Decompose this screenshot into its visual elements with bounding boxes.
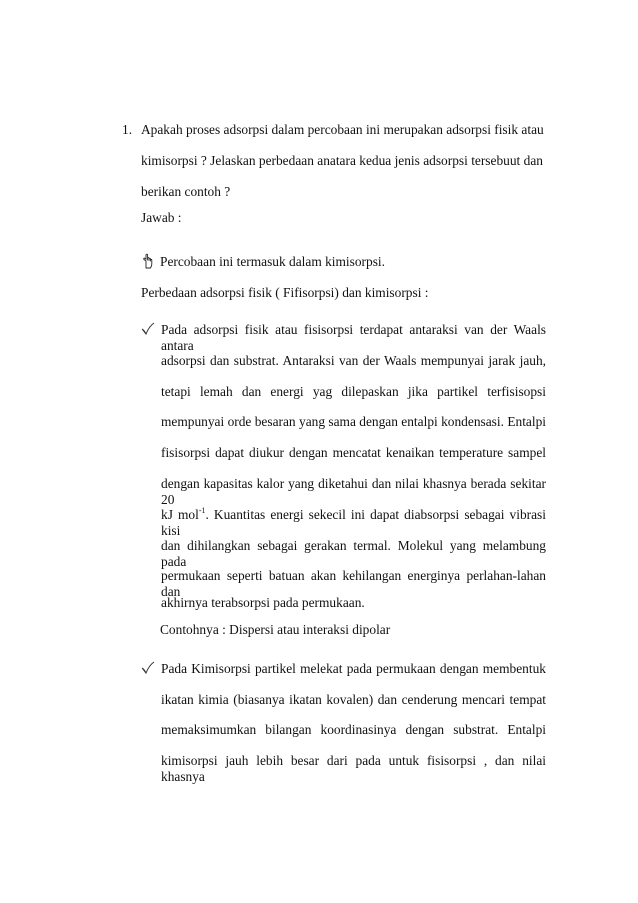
physisorption-example: Contohnya : Dispersi atau interaksi dipolar <box>160 622 391 637</box>
chemisorption-line-3: memaksimumkan bilangan koordinasinya dengan substrat. Entalpi <box>161 722 546 737</box>
unit-line-rest: . Kuantitas energi sekecil ini dapat diabsorpsi sebagai vibrasi kisi <box>161 507 546 538</box>
physisorption-line-10: akhirnya terabsorpsi pada permukaan. <box>161 595 365 610</box>
physisorption-line-2: adsorpsi dan substrat. Antaraksi van der Waals mempunyai jarak jauh, <box>161 353 546 368</box>
physisorption-line-3: tetapi lemah dan energi yag dilepaskan jika partikel terfisisopsi <box>161 384 546 399</box>
difference-heading: Perbedaan adsorpsi fisik ( Fifisorpsi) dan kimisorpsi : <box>141 285 429 300</box>
checkmark-icon <box>141 660 155 676</box>
pointing-hand-icon <box>141 253 155 269</box>
physisorption-line-4: mempunyai orde besaran yang sama dengan entalpi kondensasi. Entalpi <box>161 414 546 429</box>
question-number: 1. <box>122 122 133 137</box>
chemisorption-line-2: ikatan kimia (biasanya ikatan kovalen) dan cenderung mencari tempat <box>161 692 546 707</box>
physisorption-line-8: dan dihilangkan sebagai gerakan termal. Molekul yang melambung pada <box>161 538 546 569</box>
physisorption-line-9: permukaan seperti batuan akan kehilangan energinya perlahan-lahan dan <box>161 568 546 599</box>
chemisorption-line-1: Pada Kimisorpsi partikel melekat pada permukaan dengan membentuk <box>161 661 546 676</box>
unit-superscript: -1 <box>198 507 206 515</box>
unit-prefix: kJ mol <box>161 507 199 522</box>
question-line-3: berikan contoh ? <box>141 184 231 199</box>
physisorption-line-5: fisisorpsi dapat diukur dengan mencatat kenaikan temperature sampel <box>161 445 546 460</box>
physisorption-unit-line <box>161 507 546 539</box>
question-line-2: kimisorpsi ? Jelaskan perbedaan anatara kedua jenis adsorpsi tersebuut dan <box>141 153 543 168</box>
answer-statement: Percobaan ini termasuk dalam kimisorpsi. <box>160 254 385 269</box>
chemisorption-line-4: kimisorpsi jauh lebih besar dari pada untuk fisisorpsi , dan nilai khasnya <box>161 753 546 784</box>
checkmark-icon <box>141 321 155 337</box>
question-line-1: Apakah proses adsorpsi dalam percobaan ini merupakan adsorpsi fisik atau <box>141 122 544 137</box>
physisorption-line-6: dengan kapasitas kalor yang diketahui dan nilai khasnya berada sekitar 20 <box>161 476 546 507</box>
answer-label: Jawab : <box>141 210 182 225</box>
physisorption-line-1: Pada adsorpsi fisik atau fisisorpsi terdapat antaraksi van der Waals antara <box>161 322 546 353</box>
